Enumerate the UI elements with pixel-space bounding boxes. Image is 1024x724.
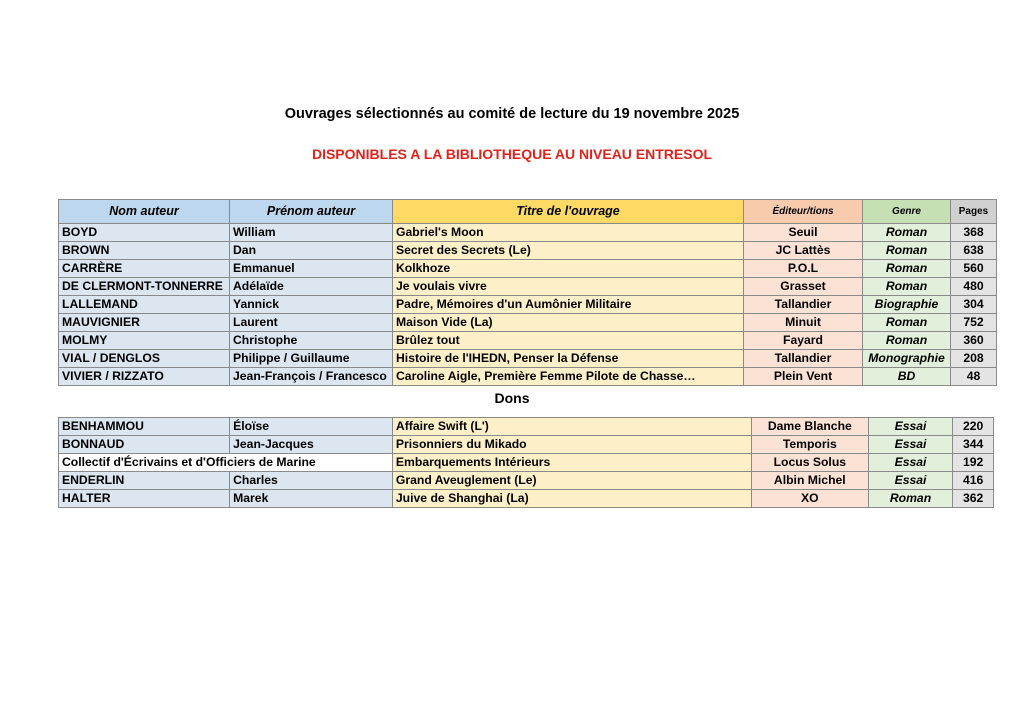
cell-titre: Brûlez tout [393,332,744,350]
cell-genre: Roman [863,278,951,296]
cell-titre: Caroline Aigle, Première Femme Pilote de Chasse… [393,368,744,386]
cell-editeur: Minuit [744,314,863,332]
cell-pages: 304 [951,296,997,314]
cell-pages: 560 [951,260,997,278]
cell-genre: Roman [868,490,953,508]
cell-nom: ENDERLIN [59,472,230,490]
header-genre: Genre [863,200,951,224]
cell-nom: BENHAMMOU [59,418,230,436]
cell-nom: VIAL / DENGLOS [59,350,230,368]
cell-titre: Juive de Shanghai (La) [392,490,751,508]
cell-titre: Gabriel's Moon [393,224,744,242]
cell-editeur: Plein Vent [744,368,863,386]
cell-prenom: Charles [230,472,393,490]
cell-editeur: Albin Michel [751,472,868,490]
cell-editeur: Dame Blanche [751,418,868,436]
cell-nom: BOYD [59,224,230,242]
header-pages: Pages [951,200,997,224]
cell-genre: Roman [863,332,951,350]
books-table [58,199,997,386]
cell-pages: 208 [951,350,997,368]
dons-heading: Dons [494,390,530,406]
page-subtitle: DISPONIBLES A LA BIBLIOTHEQUE AU NIVEAU ENTRESOL [311,146,713,162]
table-row [59,242,997,260]
cell-prenom: Marek [230,490,393,508]
cell-prenom: William [230,224,393,242]
cell-titre: Affaire Swift (L') [392,418,751,436]
cell-prenom: Adélaïde [230,278,393,296]
table-row [59,260,997,278]
table-row [59,332,997,350]
table-row [59,296,997,314]
table-row [59,490,994,508]
cell-titre: Maison Vide (La) [393,314,744,332]
cell-editeur: Temporis [751,436,868,454]
cell-pages: 638 [951,242,997,260]
cell-genre: Essai [868,454,953,472]
cell-nom: BONNAUD [59,436,230,454]
cell-editeur: JC Lattès [744,242,863,260]
cell-nom: MAUVIGNIER [59,314,230,332]
cell-pages: 368 [951,224,997,242]
page-title: Ouvrages sélectionnés au comité de lecture du 19 novembre 2025 [284,106,740,122]
cell-nom: DE CLERMONT-TONNERRE [59,278,230,296]
header-prenom: Prénom auteur [230,200,393,224]
cell-pages: 360 [951,332,997,350]
cell-pages: 362 [953,490,994,508]
cell-pages: 344 [953,436,994,454]
cell-editeur: Fayard [744,332,863,350]
cell-nom: HALTER [59,490,230,508]
header-titre: Titre de l'ouvrage [393,200,744,224]
cell-prenom: Dan [230,242,393,260]
table-row [59,436,994,454]
cell-genre: Roman [863,242,951,260]
cell-prenom: Jean-Jacques [230,436,393,454]
cell-titre: Padre, Mémoires d'un Aumônier Militaire [393,296,744,314]
cell-titre: Je voulais vivre [393,278,744,296]
cell-titre: Prisonniers du Mikado [392,436,751,454]
cell-titre: Grand Aveuglement (Le) [392,472,751,490]
cell-genre: BD [863,368,951,386]
cell-editeur: Seuil [744,224,863,242]
cell-pages: 416 [953,472,994,490]
table-row [59,224,997,242]
cell-editeur: Locus Solus [751,454,868,472]
table-row [59,472,994,490]
cell-prenom: Emmanuel [230,260,393,278]
cell-prenom: Jean-François / Francesco [230,368,393,386]
cell-nom: BROWN [59,242,230,260]
cell-genre: Monographie [863,350,951,368]
cell-pages: 752 [951,314,997,332]
cell-nom: VIVIER / RIZZATO [59,368,230,386]
table-row [59,454,994,472]
cell-genre: Essai [868,472,953,490]
table-row [59,314,997,332]
cell-genre: Roman [863,260,951,278]
table-row [59,368,997,386]
cell-titre: Secret des Secrets (Le) [393,242,744,260]
cell-genre: Roman [863,314,951,332]
cell-nom: CARRÈRE [59,260,230,278]
cell-prenom: Philippe / Guillaume [230,350,393,368]
cell-editeur: P.O.L [744,260,863,278]
cell-titre: Kolkhoze [393,260,744,278]
cell-pages: 48 [951,368,997,386]
table-row [59,278,997,296]
header-nom: Nom auteur [59,200,230,224]
cell-titre: Histoire de l'IHEDN, Penser la Défense [393,350,744,368]
cell-editeur: Grasset [744,278,863,296]
dons-table [58,417,994,508]
cell-genre: Biographie [863,296,951,314]
cell-prenom: Yannick [230,296,393,314]
cell-pages: 220 [953,418,994,436]
cell-pages: 480 [951,278,997,296]
cell-nom: Collectif d'Écrivains et d'Officiers de Marine [59,454,393,472]
cell-prenom: Éloïse [230,418,393,436]
cell-genre: Essai [868,418,953,436]
cell-editeur: Tallandier [744,296,863,314]
cell-nom: MOLMY [59,332,230,350]
cell-genre: Roman [863,224,951,242]
cell-nom: LALLEMAND [59,296,230,314]
cell-editeur: Tallandier [744,350,863,368]
cell-prenom: Laurent [230,314,393,332]
table-header-row [59,200,997,224]
cell-pages: 192 [953,454,994,472]
cell-editeur: XO [751,490,868,508]
cell-prenom: Christophe [230,332,393,350]
table-row [59,350,997,368]
cell-genre: Essai [868,436,953,454]
cell-titre: Embarquements Intérieurs [392,454,751,472]
header-editeur: Éditeur/tions [744,200,863,224]
table-row [59,418,994,436]
